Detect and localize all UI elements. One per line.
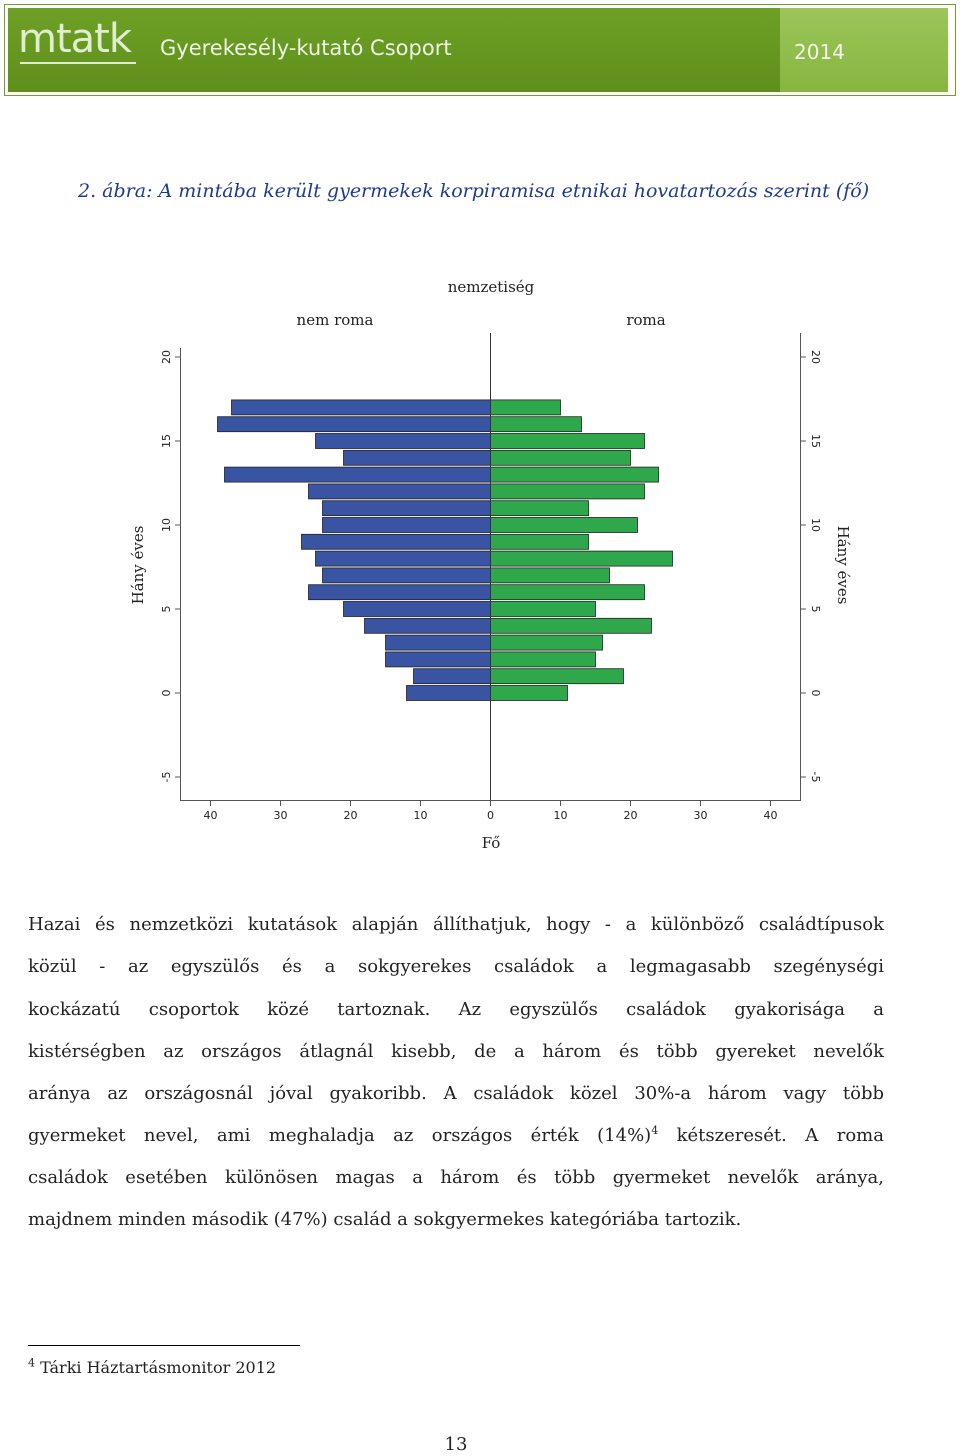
bar-nem-roma-age-10 <box>323 518 491 533</box>
header-year: 2014 <box>794 40 845 64</box>
population-pyramid-chart <box>0 260 960 860</box>
body-line-5: aránya az országosnál jóval gyakoribb. A családok közel 30%-a három vagy több <box>28 1083 884 1104</box>
bar-roma-age-2 <box>491 652 596 667</box>
bar-nem-roma-age-5 <box>344 602 491 617</box>
bar-roma-age-17 <box>491 400 561 415</box>
body-line-6-end: kétszeresét. A roma <box>658 1125 884 1146</box>
bar-roma-age-15 <box>491 434 645 449</box>
x-tick-label-3: 10 <box>413 809 428 822</box>
bar-nem-roma-age-12 <box>309 484 491 499</box>
bar-nem-roma-age-2 <box>386 652 491 667</box>
page-number: 13 <box>444 1434 468 1455</box>
x-tick-label-1: 30 <box>273 809 288 822</box>
y-axis-label-left: Hány éves <box>129 525 147 605</box>
logo-underline <box>20 62 136 64</box>
y-tick-label-right-20: 20 <box>809 350 822 364</box>
x-tick-label-6: 20 <box>623 809 638 822</box>
y-tick-label-left-5: 5 <box>160 605 173 613</box>
bar-roma-age-13 <box>491 467 659 482</box>
bar-roma-age-9 <box>491 534 589 549</box>
bar-roma-age-12 <box>491 484 645 499</box>
header-title: Gyerekesély-kutató Csoport <box>160 36 452 60</box>
x-tick-label-7: 30 <box>693 809 708 822</box>
bar-nem-roma-age-0 <box>407 686 491 701</box>
bar-nem-roma-age-14 <box>344 450 491 465</box>
y-tick-label-left-10: 10 <box>160 518 173 532</box>
figure-title: 2. ábra: A mintába került gyermekek korpiramisa etnikai hovatartozás szerint (fő) <box>78 180 870 202</box>
bar-roma-age-7 <box>491 568 610 583</box>
bar-nem-roma-age-15 <box>316 434 491 449</box>
y-tick-label-left-20: 20 <box>160 350 173 364</box>
bar-roma-age-4 <box>491 618 652 633</box>
y-tick-label-right-0: 0 <box>809 689 822 697</box>
body-line-6-start: gyermeket nevel, ami meghaladja az országos érték (14%) <box>28 1125 652 1146</box>
bar-roma-age-16 <box>491 417 582 432</box>
footnote <box>28 1358 276 1377</box>
x-tick-label-2: 20 <box>343 809 358 822</box>
footnote-rule <box>28 1345 300 1346</box>
series-label-roma: roma <box>626 311 666 329</box>
bar-roma-age-11 <box>491 501 589 516</box>
bar-roma-age-14 <box>491 450 631 465</box>
bar-nem-roma-age-13 <box>225 467 491 482</box>
bar-roma-age-3 <box>491 635 603 650</box>
body-line-7: családok esetében különösen magas a három és több gyermeket nevelők aránya, <box>28 1167 884 1188</box>
bar-roma-age-10 <box>491 518 638 533</box>
bar-nem-roma-age-1 <box>414 669 491 684</box>
body-line-3: kockázatú csoportok közé tartoznak. Az egyszülős családok gyakorisága a <box>28 999 884 1020</box>
mtatk-logo: mtatk <box>18 16 132 62</box>
bar-roma-age-6 <box>491 585 645 600</box>
y-tick-label-right-5: 5 <box>809 605 822 613</box>
bar-nem-roma-age-4 <box>365 618 491 633</box>
bar-nem-roma-age-16 <box>218 417 491 432</box>
bar-nem-roma-age-7 <box>323 568 491 583</box>
y-tick-label-right-15: 15 <box>809 434 822 448</box>
bar-nem-roma-age-3 <box>386 635 491 650</box>
x-axis-label: Fő <box>481 834 501 852</box>
footnote-text: Tárki Háztartásmonitor 2012 <box>35 1358 277 1377</box>
bar-roma-age-8 <box>491 551 673 566</box>
bar-nem-roma-age-9 <box>302 534 491 549</box>
y-tick-label-right--5: -5 <box>809 771 822 783</box>
bars-layer <box>218 400 673 701</box>
bar-roma-age-1 <box>491 669 624 684</box>
y-tick-label-right-10: 10 <box>809 518 822 532</box>
bar-roma-age-5 <box>491 602 596 617</box>
body-line-2: közül - az egyszülős és a sokgyerekes családok a legmagasabb szegénységi <box>28 956 884 977</box>
y-tick-label-left-15: 15 <box>160 434 173 448</box>
bar-nem-roma-age-8 <box>316 551 491 566</box>
y-tick-label-left-0: 0 <box>160 689 173 697</box>
y-tick-label-left--5: -5 <box>160 771 173 783</box>
bar-nem-roma-age-6 <box>309 585 491 600</box>
x-tick-label-0: 40 <box>203 809 218 822</box>
bar-nem-roma-age-11 <box>323 501 491 516</box>
chart-panel-title: nemzetiség <box>447 278 535 296</box>
footnote-ref: 4 <box>651 1124 659 1137</box>
body-line-4: kistérségben az országos átlagnál kisebb, de a három és több gyereket nevelők <box>28 1041 884 1062</box>
body-line-1: Hazai és nemzetközi kutatások alapján állíthatjuk, hogy - a különböző családtípusok <box>28 914 884 935</box>
body-line-6 <box>28 1115 884 1157</box>
body-line-8: majdnem minden második (47%) család a sokgyermekes kategóriába tartozik. <box>28 1209 742 1230</box>
bar-nem-roma-age-17 <box>232 400 491 415</box>
x-tick-label-8: 40 <box>763 809 778 822</box>
series-label-nem-roma: nem roma <box>296 311 374 329</box>
footnote-number: 4 <box>28 1356 35 1370</box>
bar-roma-age-0 <box>491 686 568 701</box>
x-tick-label-4: 0 <box>487 809 494 822</box>
x-tick-label-5: 10 <box>553 809 568 822</box>
y-axis-label-right: Hány éves <box>834 525 852 605</box>
